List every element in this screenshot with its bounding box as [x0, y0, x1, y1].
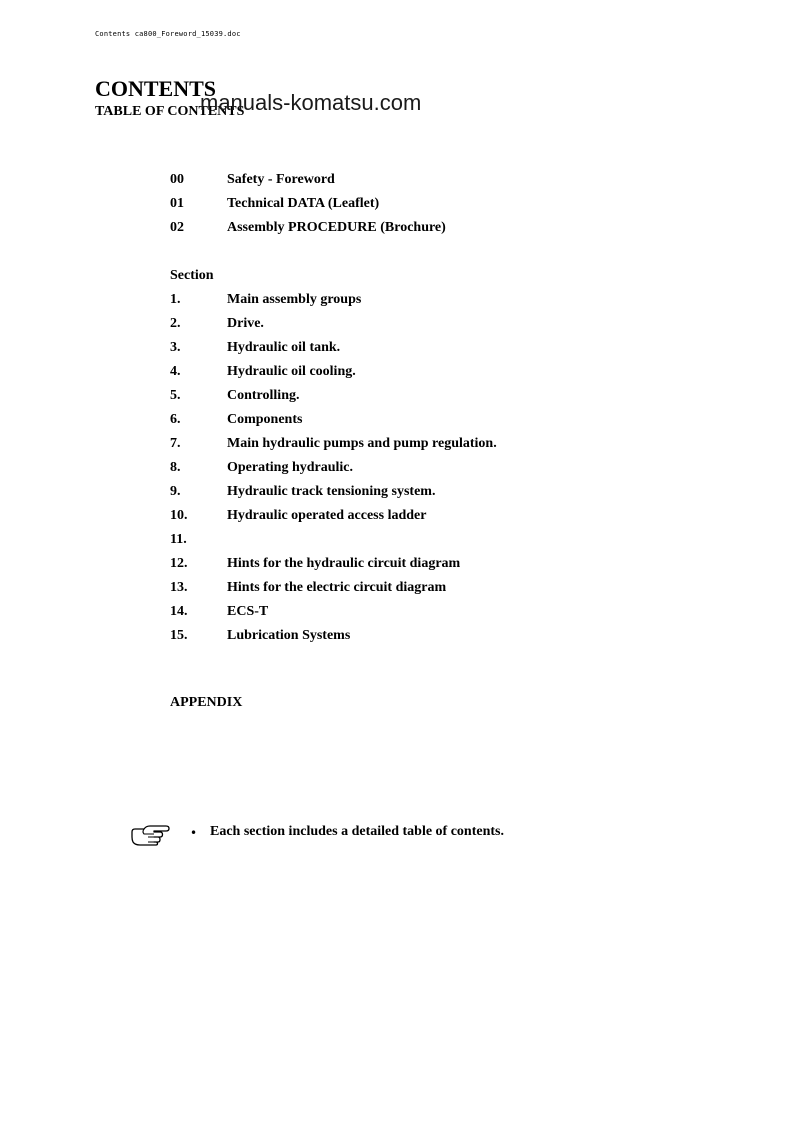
toc-entry: [170, 432, 670, 456]
toc-entry-number: 00: [170, 172, 184, 187]
toc-entry-label: Main hydraulic pumps and pump regulation.: [227, 436, 497, 451]
toc-entry-label: Lubrication Systems: [227, 628, 351, 643]
toc-entry-label: Controlling.: [227, 388, 300, 403]
toc-entry-number: 3.: [170, 340, 181, 355]
toc-entry-number: 15.: [170, 628, 188, 643]
watermark: manuals-komatsu.com: [200, 90, 422, 115]
bullet: •: [190, 826, 198, 840]
toc-entry: [170, 504, 670, 528]
toc-entry-number: 02: [170, 220, 184, 235]
toc-entry-number: 7.: [170, 436, 181, 451]
toc-entry-label: Hints for the hydraulic circuit diagram: [227, 556, 461, 571]
appendix-heading: APPENDIX: [170, 695, 243, 710]
front-matter-list: [170, 168, 670, 240]
toc-entry: [170, 312, 670, 336]
toc-entry: [170, 528, 670, 552]
toc-entry-label: Technical DATA (Leaflet): [227, 196, 380, 211]
toc-entry: [170, 216, 670, 240]
toc-entry: [170, 408, 670, 432]
toc-entry: [170, 600, 670, 624]
spacer: [170, 240, 670, 264]
toc-entry-number: 14.: [170, 604, 188, 619]
toc-entry-number: 13.: [170, 580, 188, 595]
toc-entry-label: Components: [227, 412, 303, 427]
toc-entry: [170, 576, 670, 600]
toc-entry-label: Operating hydraulic.: [227, 460, 354, 475]
toc-entry: [170, 336, 670, 360]
toc-entry: [170, 552, 670, 576]
file-header: Contents ca800_Foreword_15039.doc: [95, 30, 241, 38]
toc-entry-number: 8.: [170, 460, 181, 475]
toc-entry: [170, 360, 670, 384]
toc-entry-number: 6.: [170, 412, 181, 427]
toc-entry-label: Main assembly groups: [227, 292, 362, 307]
toc-entry-number: 5.: [170, 388, 181, 403]
toc-entry-label: Hydraulic track tensioning system.: [227, 484, 436, 499]
toc-entry: [170, 384, 670, 408]
toc-entry-number: 9.: [170, 484, 181, 499]
toc-entry-label: Hints for the electric circuit diagram: [227, 580, 447, 595]
toc-entry-label: Safety - Foreword: [227, 172, 335, 187]
section-list: [170, 288, 670, 648]
toc-entry-label: Hydraulic oil cooling.: [227, 364, 356, 379]
page-title: CONTENTS: [95, 76, 217, 101]
note-text: Each section includes a detailed table of contents.: [210, 824, 504, 839]
toc-entry-label: Hydraulic oil tank.: [227, 340, 341, 355]
toc-entry: [170, 480, 670, 504]
toc-entry-number: 10.: [170, 508, 188, 523]
toc-entry-label: Hydraulic operated access ladder: [227, 508, 427, 523]
page-subtitle: TABLE OF CONTENTS: [95, 104, 245, 119]
toc-entry-number: 4.: [170, 364, 181, 379]
toc-entry: [170, 288, 670, 312]
table-of-contents: [170, 168, 670, 648]
section-heading: Section: [170, 268, 214, 283]
toc-entry-label: Drive.: [227, 316, 264, 331]
toc-entry-number: 01: [170, 196, 184, 211]
note: [130, 822, 690, 848]
pointing-hand-icon: [130, 824, 170, 846]
toc-entry-label: Assembly PROCEDURE (Brochure): [227, 220, 446, 235]
toc-entry-number: 2.: [170, 316, 181, 331]
toc-entry: [170, 168, 670, 192]
toc-entry-number: 11.: [170, 532, 187, 547]
toc-entry-number: 12.: [170, 556, 188, 571]
toc-entry: [170, 192, 670, 216]
toc-entry-number: 1.: [170, 292, 181, 307]
toc-entry-label: ECS-T: [227, 604, 269, 619]
toc-entry: [170, 456, 670, 480]
toc-entry: [170, 624, 670, 648]
